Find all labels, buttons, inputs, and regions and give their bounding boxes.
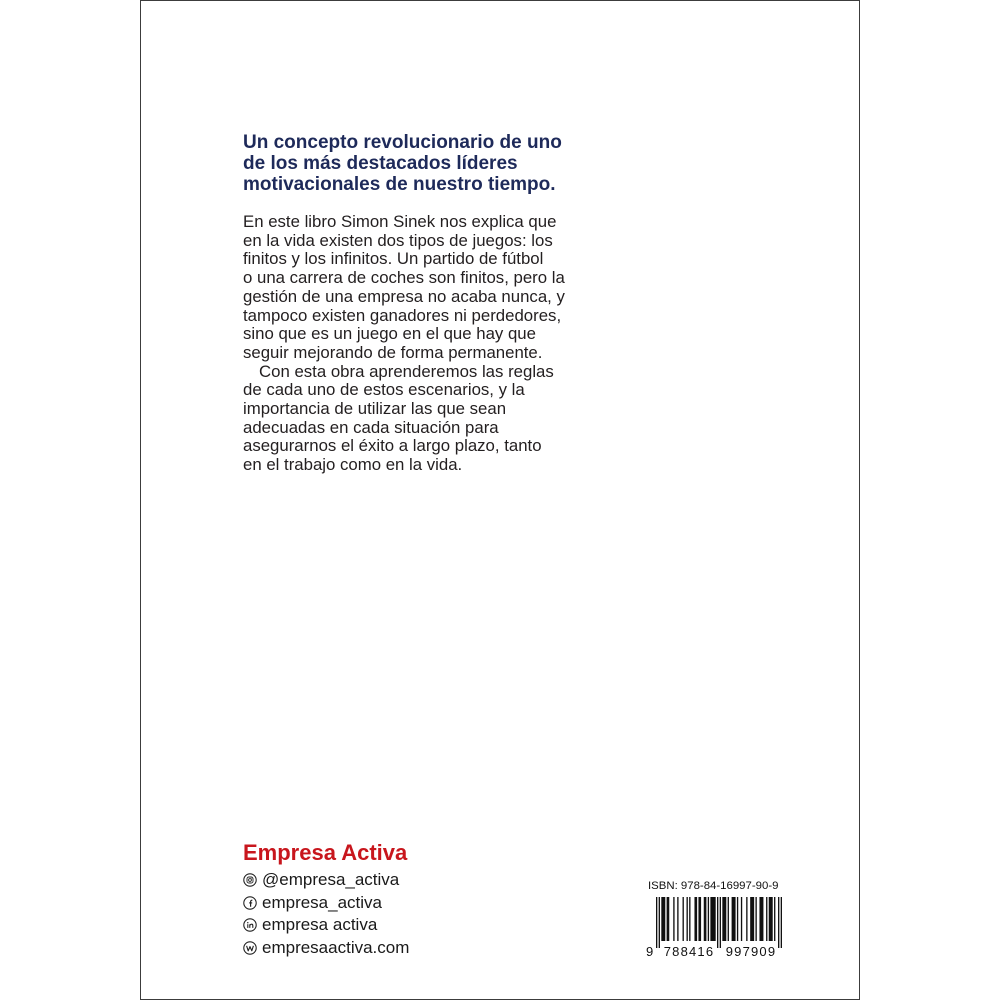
web-icon xyxy=(243,941,257,955)
ean13-barcode xyxy=(656,897,782,949)
social-facebook xyxy=(243,892,409,915)
blurb-line: adecuadas en cada situación para xyxy=(243,417,499,437)
barcode-bar xyxy=(759,897,763,941)
linkedin-icon xyxy=(243,918,257,932)
linkedin-handle: empresa activa xyxy=(262,915,378,935)
barcode-bar xyxy=(737,897,738,941)
barcode-bar xyxy=(704,897,707,941)
blurb-line: sino que es un juego en el que hay que xyxy=(243,324,536,344)
barcode-bar xyxy=(774,897,775,941)
instagram-handle: @empresa_activa xyxy=(262,870,400,890)
social-instagram xyxy=(243,869,409,892)
blurb-heading xyxy=(243,132,562,195)
barcode-bar xyxy=(769,897,773,941)
barcode-guard-bar xyxy=(659,897,660,948)
blurb-line: Con esta obra aprenderemos las reglas xyxy=(259,361,554,381)
barcode-bar xyxy=(698,897,701,941)
blurb-line: importancia de utilizar las que sean xyxy=(243,399,507,419)
facebook-icon xyxy=(243,896,257,910)
blurb-line: tampoco existen ganadores ni perdedores, xyxy=(243,305,562,325)
blurb-heading-line: motivacionales de nuestro tiempo. xyxy=(243,174,556,195)
facebook-handle: empresa_activa xyxy=(262,892,383,912)
barcode-bar xyxy=(766,897,767,941)
blurb-heading-line: de los más destacados líderes xyxy=(243,153,518,174)
barcode-left-digits: 788416 xyxy=(663,944,715,959)
barcode-bar xyxy=(732,897,736,941)
barcode-bar xyxy=(755,897,756,941)
barcode-bar xyxy=(683,897,684,941)
blurb-body xyxy=(243,213,565,475)
barcode-guard-bar xyxy=(720,897,721,948)
blurb-line: gestión de una empresa no acaba nunca, y xyxy=(243,286,565,306)
barcode-bar xyxy=(673,897,674,941)
social-web xyxy=(243,937,409,960)
barcode-bar xyxy=(661,897,665,941)
barcode-bar xyxy=(667,897,670,941)
blurb-paragraph-1 xyxy=(243,213,565,363)
blurb-line: o una carrera de coches son finitos, pero la xyxy=(243,268,565,288)
blurb-line: de cada uno de estos escenarios, y la xyxy=(243,380,525,400)
barcode-bar xyxy=(694,897,697,941)
blurb-line: en la vida existen dos tipos de juegos: los xyxy=(243,230,553,250)
isbn-label: ISBN: 978-84-16997-90-9 xyxy=(648,880,779,892)
barcode-bar xyxy=(708,897,709,941)
website-url: empresaactiva.com xyxy=(262,937,410,957)
barcode-bar xyxy=(722,897,726,941)
barcode-bar xyxy=(746,897,747,941)
barcode-guard-bar xyxy=(781,897,782,948)
barcode-bar xyxy=(687,897,688,941)
publisher-social-list xyxy=(243,869,409,959)
barcode-right-digits: 997909 xyxy=(725,944,777,959)
blurb-line: asegurarnos el éxito a largo plazo, tanto xyxy=(243,436,542,456)
barcode-first-digit: 9 xyxy=(646,944,655,959)
barcode-guard-bar xyxy=(656,897,657,948)
barcode-bar xyxy=(710,897,715,941)
publisher-name: Empresa Activa xyxy=(243,840,408,865)
blurb-heading-line: Un concepto revolucionario de uno xyxy=(243,132,562,153)
barcode-guard-bar xyxy=(778,897,779,948)
blurb-paragraph-2 xyxy=(243,363,565,475)
blurb-line: finitos y los infinitos. Un partido de fútbol xyxy=(243,249,544,269)
instagram-icon xyxy=(243,873,257,887)
blurb-line: En este libro Simon Sinek nos explica que xyxy=(243,212,557,231)
barcode-bar xyxy=(677,897,678,941)
barcode-bar xyxy=(750,897,754,941)
barcode-bar xyxy=(689,897,690,941)
barcode-bar xyxy=(741,897,742,941)
social-linkedin xyxy=(243,914,409,937)
blurb-line: seguir mejorando de forma permanente. xyxy=(243,342,543,362)
barcode-guard-bar xyxy=(717,897,718,948)
blurb-line: en el trabajo como en la vida. xyxy=(243,455,463,475)
barcode-bar xyxy=(728,897,729,941)
